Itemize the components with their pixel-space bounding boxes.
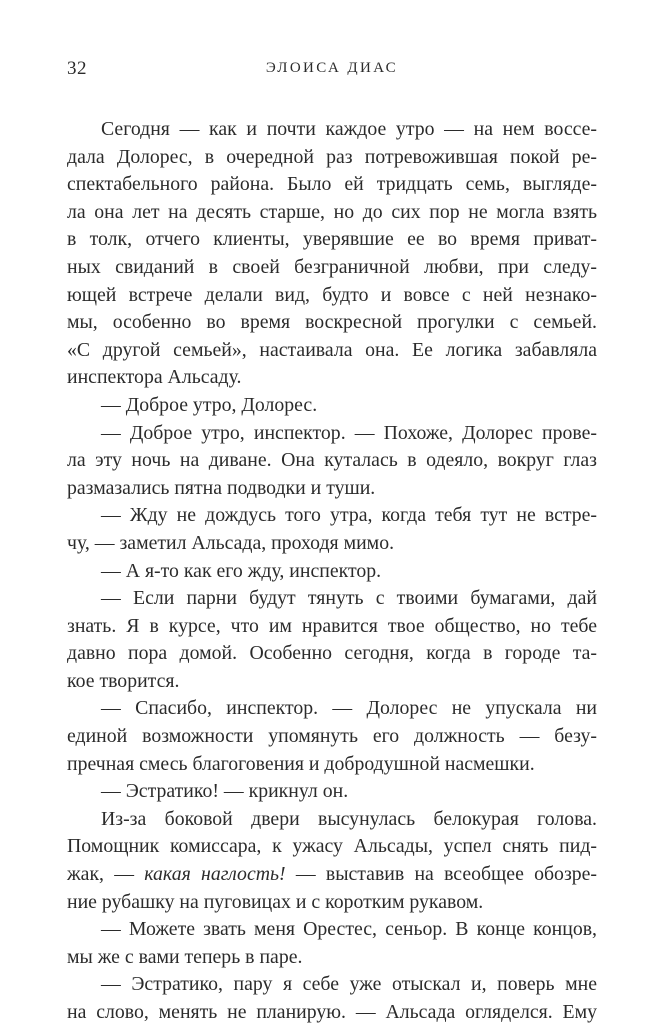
text-line: — Доброе утро, инспектор. — Похоже, Долорес прове- [101, 421, 597, 444]
running-head: ЭЛОИСА ДИАС [265, 60, 399, 76]
text-line: — А я-то как его жду, инспектор. [101, 559, 382, 582]
text-line: ла она лет на десять старше, но до сих пор не могла взять [67, 200, 597, 223]
text-line: кое творится. [67, 669, 180, 692]
text-line: мы же с вами теперь в паре. [67, 945, 303, 968]
text-line: знать. Я в курсе, что им нравится твое общество, но тебе [67, 614, 597, 637]
text-line: ние рубашку на пуговицах и с коротким рукавом. [67, 890, 484, 913]
text-line: в толк, отчего клиенты, уверявшие ее во время приват- [67, 228, 597, 251]
text-line: Из-за боковой двери высунулась белокурая голова. [101, 807, 597, 830]
text-line: на слово, менять не планирую. — Альсада огляделся. Ему [67, 1001, 597, 1023]
text-line: ных свиданий в своей безграничной любви, при следу- [67, 255, 597, 278]
text-line: чу, — заметил Альсада, проходя мимо. [67, 531, 395, 554]
italic-text-segment: какая наглость! [144, 863, 286, 886]
text-line: давно пора домой. Особенно сегодня, когда в городе та- [67, 642, 597, 665]
page-header [67, 58, 597, 82]
text-line: единой возможности упомянуть его должность — безу- [67, 725, 597, 748]
text-line: ла эту ночь на диване. Она куталась в одеяло, вокруг глаз [67, 449, 597, 472]
text-segment: — выставив на всеобщее обозре- [285, 863, 598, 886]
text-line: — Если парни будут тянуть с твоими бумагами, дай [101, 587, 597, 610]
text-line: — Спасибо, инспектор. — Долорес не упускала ни [101, 697, 597, 720]
text-line: — Эстратико, пару я себе уже отыскал и, поверь мне [101, 973, 597, 996]
text-line: размазались пятна подводки и туши. [67, 476, 376, 499]
text-line: ющей встрече делали вид, будто и вовсе с ней незнако- [67, 283, 597, 306]
text-line: дала Долорес, в очередной раз потревожившая покой ре- [67, 145, 597, 168]
text-line: — Жду не дождусь того утра, когда тебя тут не встре- [101, 504, 597, 527]
text-line [67, 861, 597, 889]
text-line: Сегодня — как и почти каждое утро — на нем воссе- [101, 118, 597, 140]
text-line: инспектора Альсаду. [67, 366, 242, 389]
text-line: — Эстратико! — крикнул он. [101, 780, 349, 803]
body-text [67, 116, 597, 1027]
text-segment: жак, — [67, 863, 145, 886]
text-line: пречная смесь благоговения и добродушной насмешки. [67, 752, 535, 775]
text-line: — Можете звать меня Орестес, сеньор. В конце концов, [101, 918, 597, 941]
text-line: Помощник комиссара, к ужасу Альсады, успел снять пид- [67, 835, 597, 858]
page-number: 32 [67, 58, 87, 79]
text-line: спектабельного района. Было ей тридцать семь, выгляде- [67, 173, 597, 196]
text-line: мы, особенно во время воскресной прогулки с семьей. [67, 311, 597, 334]
text-line: «С другой семьей», настаивала она. Ее логика забавляла [67, 338, 597, 361]
text-line: — Доброе утро, Долорес. [101, 393, 318, 416]
